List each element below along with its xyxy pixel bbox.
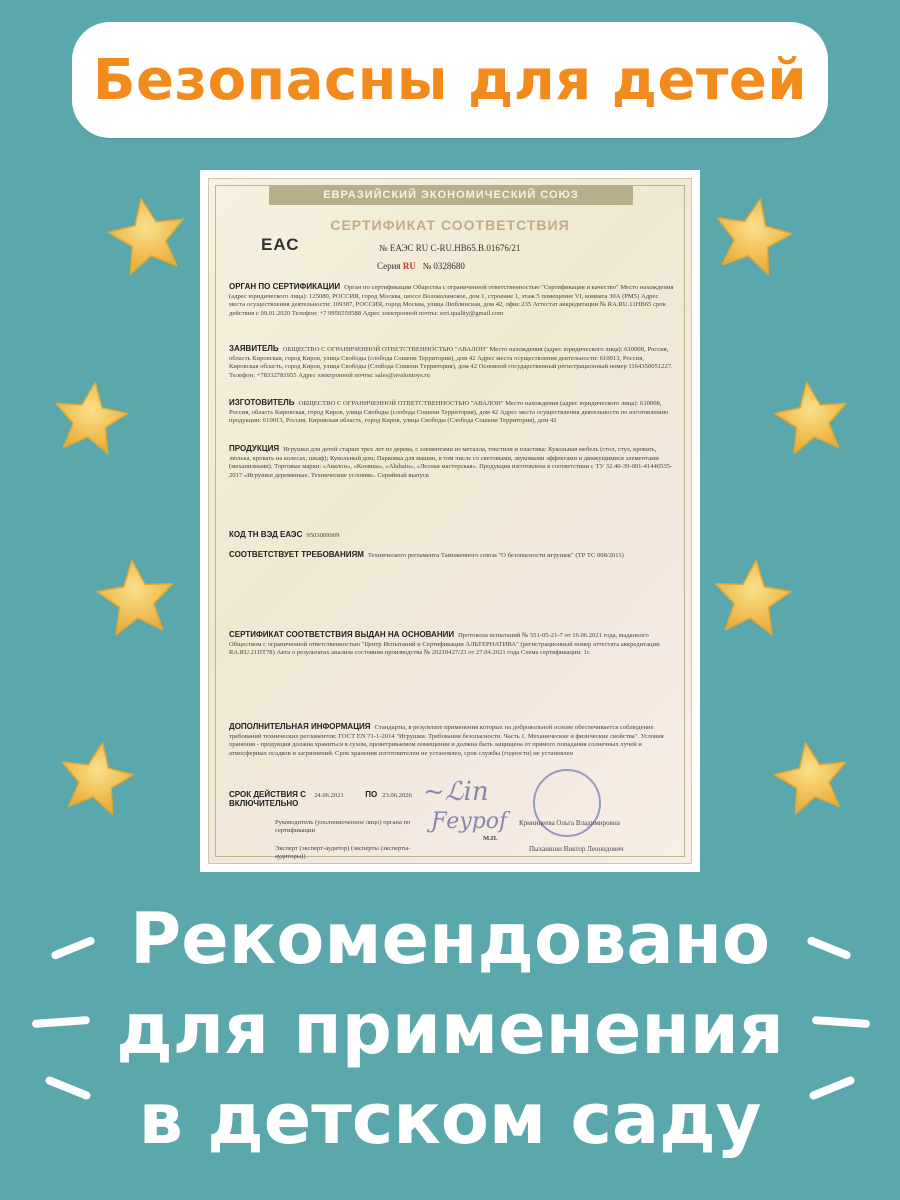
star-icon <box>771 377 852 455</box>
star-icon <box>708 191 797 278</box>
certificate-title: СЕРТИФИКАТ СООТВЕТСТВИЯ <box>330 217 570 233</box>
expert-name: Пыханшин Виктор Леонидович <box>529 845 624 853</box>
head-name: Криницеева Ольга Владимировна <box>519 819 620 827</box>
certificate-union: ЕВРАЗИЙСКИЙ ЭКОНОМИЧЕСКИЙ СОЮЗ <box>269 185 633 205</box>
signature-1: ~ℒin <box>423 777 489 807</box>
cert-section-manufacturer: ИЗГОТОВИТЕЛЬ ОБЩЕСТВО С ОГРАНИЧЕННОЙ ОТВЕТСТВЕННОСТЬЮ "АВАЛОН" Место нахождения (адрес юридического лица): 610008, Россия, область Кировская, город Киров, улица Свободы (слобода Сошени Территория), дом 42 Адрес места осуществления деятельности по изготовлению продукции: 610013, Россия, Кировская область, город Киров, улица Свободы (Слобода Сошени Территория), дом 42 <box>229 398 669 425</box>
star-icon <box>55 736 138 816</box>
head-role: Руководитель (уполномоченное лицо) органа по сертификации <box>275 819 411 835</box>
star-icon <box>711 556 794 636</box>
validity-row: СРОК ДЕЙСТВИЯ С 24.06.2021 ПО 23.06.2026 ВКЛЮЧИТЕЛЬНО <box>229 790 412 809</box>
cert-section-code: КОД ТН ВЭД ЕАЭС 9503009909 <box>229 530 340 539</box>
star-icon <box>94 556 177 636</box>
certificate-image <box>200 170 700 872</box>
cert-section-product: ПРОДУКЦИЯ Игрушки для детей старше трех лет из дерева, с элементами из металла, текстиля и пластика: Кукольная мебель (стол, стул, кровать, люлька, кровать на колесах, шкаф); Кукольный дом; Парковка для машин, в том числе со световыми, звуковыми эффектами и движущимися элементами (механизмами). Торговые марки: «Авалон», «Коняша», «Alubalu», «Лесная мастерская». Продукция изготовлена в соответствии с ТУ 32.40-39-001-41446535-2017 «Игрушки деревянные. Технические условия». Серийный выпуск <box>229 444 673 479</box>
star-icon <box>50 377 131 455</box>
series-label: Серия <box>377 261 401 271</box>
stamp-label: М.П. <box>483 835 498 842</box>
star-icon <box>104 192 191 276</box>
series-code: RU <box>402 261 416 271</box>
certificate-series <box>377 261 465 271</box>
series-number: № 0328680 <box>422 261 465 271</box>
cert-section-requirements: СООТВЕТСТВУЕТ ТРЕБОВАНИЯМ Технического регламента Таможенного союза "О безопасности игрушек" (ТР ТС 008/2011) <box>229 550 624 559</box>
cert-section-authority: ОРГАН ПО СЕРТИФИКАЦИИ Орган по сертификации Общества с ограниченной ответственностью "Сертификация и качество" Место нахождения (адрес юридического лица): 125080, РОССИЯ, город Москва, шоссе Волоколамское, дом 1, строение 1, этаж 5 помещение VI, комната 30А (РМ5) Адрес места осуществления деятельности: 109387, РОССИЯ, город Москва, улица Люблинская, дом 42, офис 235 Аттестат аккредитации № RA.RU.11НВ65 срок действия с 09.01.2020 Телефон: +7 9956559588 Адрес электронной почты: sert.quality@gmail.com <box>229 282 674 317</box>
expert-role: Эксперт (эксперт-аудитор) (эксперты (эксперты-аудиторы)) <box>275 845 411 861</box>
footer-line-2: для применения <box>116 988 784 1070</box>
certificate-stamp <box>533 769 601 837</box>
eac-logo: ЕАС <box>261 235 300 254</box>
cert-section-additional: ДОПОЛНИТЕЛЬНАЯ ИНФОРМАЦИЯ Стандарты, в результате применения которых на добровольной основе обеспечивается соблюдение требований технических регламентов: ГОСТ EN 71-1-2014 "Игрушки. Требования безопасности. Часть 1. Механические и физические свойства". Условия хранения - продукция должна храниться в сухом, проветриваемом помещении и должна быть защищена от прямого попадания солнечных лучей и атмосферных осадков и загрязнений. Срок хранения изготовителем не установлен, срок службы (годности) не установлен <box>229 722 664 757</box>
page-title: Безопасны для детей <box>92 47 808 113</box>
footer-line-3: в детском саду <box>138 1078 762 1160</box>
signature-2: Ƒeypof <box>431 809 508 834</box>
certificate-number: № ЕАЭС RU C-RU.HB65.B.01676/21 <box>379 243 521 253</box>
footer-line-1: Рекомендовано <box>129 898 771 980</box>
cert-section-applicant: ЗАЯВИТЕЛЬ ОБЩЕСТВО С ОГРАНИЧЕННОЙ ОТВЕТСТВЕННОСТЬЮ "АВАЛОН" Место нахождения (адрес юридического лица): 610008, Россия, область Кировская, город Киров, улица Свободы (слобода Сошени Территория), дом 42 Адрес места осуществления деятельности: 610013, Россия, Кировская область, город Киров, улица Свободы (Слобода Сошени Территория), дом 42 Основной государственный регистрационный номер 1164350051227. Телефон: +78332781955 Адрес электронной почты: sales@avalontoys.ru <box>229 344 673 379</box>
cert-section-basis: СЕРТИФИКАТ СООТВЕТСТВИЯ ВЫДАН НА ОСНОВАНИИ Протокола испытаний № 551-05-21-7 от 16.06.2021 года, выданного Обществом с ограниченной ответственностью "Центр Испытаний и Сертификации АЛЬТЕРНАТИВА" (регистрационный номер аттестата аккредитации RA.RU.21ПТ78) Акта о результатах анализа состояния производства № 20210427/23 от 27.04.2021 года Схема сертификации: 1с <box>229 630 660 657</box>
title-banner <box>72 22 828 138</box>
star-icon <box>770 736 853 816</box>
